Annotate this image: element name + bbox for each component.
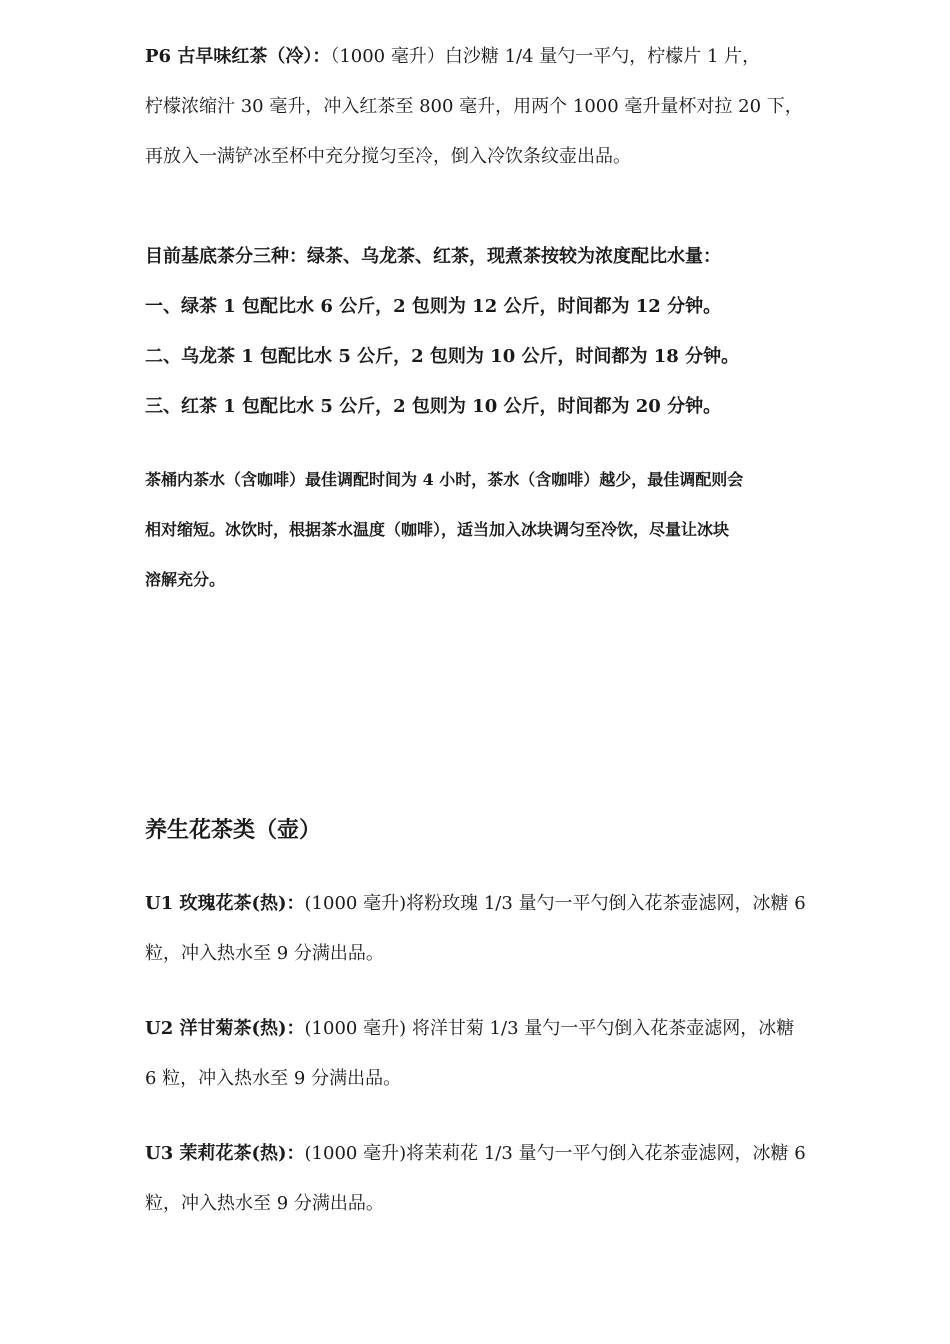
u2-line-1 (145, 1017, 794, 1041)
u1-label: U1 玫瑰花茶(热)： (145, 893, 305, 914)
u3-text: (1000 毫升)将茉莉花 1/3 量勺一平勺倒入花茶壶滤网，冰糖 6 (304, 1143, 806, 1164)
u2-label: U2 洋甘菊茶(热)： (145, 1018, 305, 1039)
base-tea-item-green: 一、绿茶 1 包配比水 6 公斤，2 包则为 12 公斤，时间都为 12 分钟。 (145, 296, 722, 317)
u2-text: (1000 毫升) 将洋甘菊 1/3 量勺一平勺倒入花茶壶滤网，冰糖 (304, 1018, 795, 1039)
u3-line-2: 粒，冲入热水至 9 分满出品。 (145, 1193, 384, 1214)
base-tea-item-black: 三、红茶 1 包配比水 5 公斤，2 包则为 10 公斤，时间都为 20 分钟。 (145, 396, 722, 417)
p6-line-3: 再放入一满铲冰至杯中充分搅匀至冷，倒入冷饮条纹壶出品。 (145, 146, 631, 167)
p6-text: （1000 毫升）白沙糖 1/4 量勺一平勺，柠檬片 1 片， (330, 46, 761, 67)
base-tea-intro: 目前基底茶分三种：绿茶、乌龙茶、红茶，现煮茶按较为浓度配比水量： (145, 246, 721, 267)
u1-line-1 (145, 892, 806, 916)
note-line-3: 溶解充分。 (145, 570, 226, 589)
section-heading: 养生花茶类（壶） (145, 817, 322, 843)
p6-line-1 (145, 45, 760, 69)
u3-label: U3 茉莉花茶(热)： (145, 1143, 305, 1164)
note-line-2: 相对缩短。冰饮时，根据茶水温度（咖啡），适当加入冰块调匀至冷饮，尽量让冰块 (145, 520, 730, 539)
u2-line-2: 6 粒，冲入热水至 9 分满出品。 (145, 1068, 402, 1089)
u1-text: (1000 毫升)将粉玫瑰 1/3 量勺一平勺倒入花茶壶滤网，冰糖 6 (304, 893, 806, 914)
note-line-1: 茶桶内茶水（含咖啡）最佳调配时间为 4 小时，茶水（含咖啡）越少，最佳调配则会 (145, 470, 744, 489)
p6-line-2: 柠檬浓缩汁 30 毫升，冲入红茶至 800 毫升，用两个 1000 毫升量杯对拉 20 下， (145, 96, 803, 117)
u3-line-1 (145, 1142, 806, 1166)
u1-line-2: 粒，冲入热水至 9 分满出品。 (145, 943, 384, 964)
p6-label: P6 古早味红茶（冷）： (145, 46, 331, 67)
base-tea-item-oolong: 二、乌龙茶 1 包配比水 5 公斤，2 包则为 10 公斤，时间都为 18 分钟。 (145, 346, 740, 367)
